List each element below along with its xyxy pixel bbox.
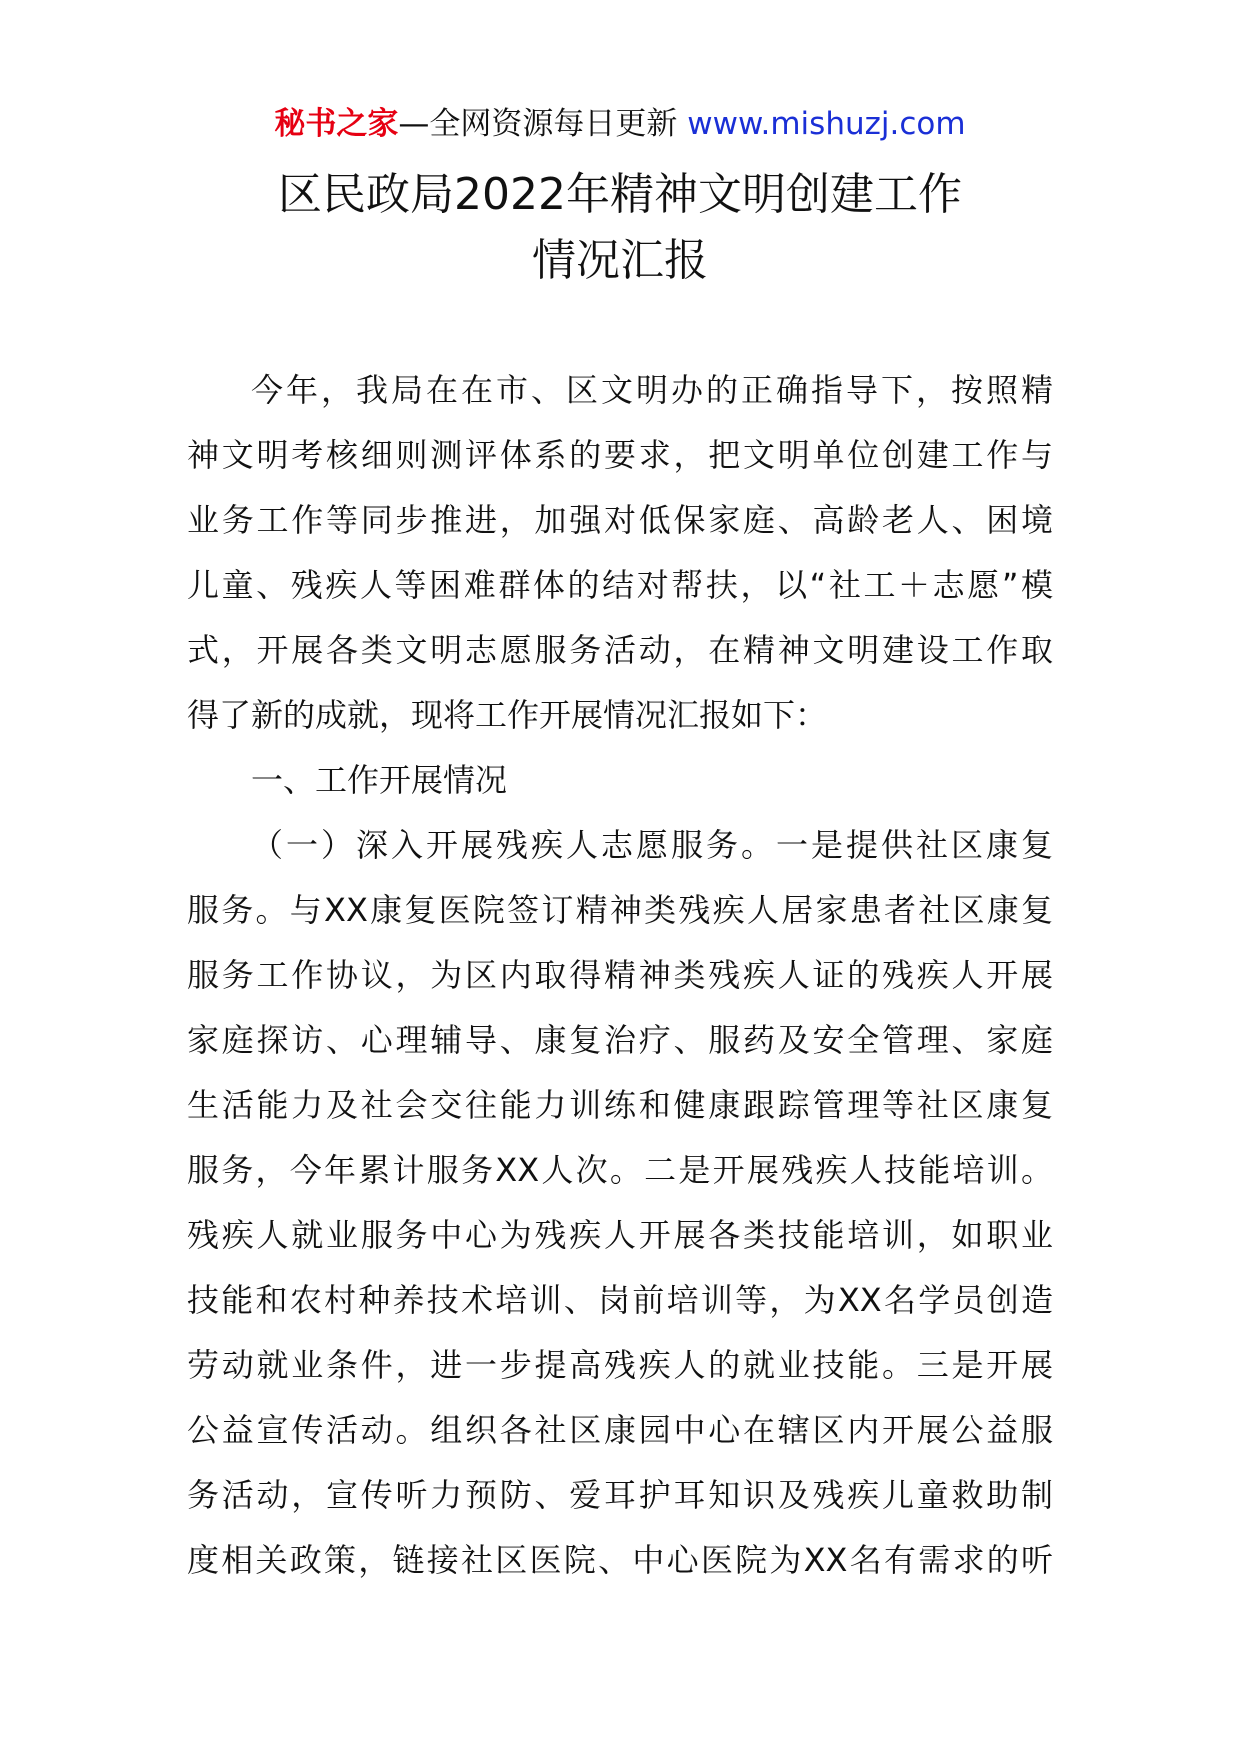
body-line: 服务。与XX康复医院签订精神类残疾人居家患者社区康复 <box>187 891 1053 929</box>
header-url[interactable]: www.mishuzj.com <box>687 106 966 142</box>
body-line: 务活动，宣传听力预防、爱耳护耳知识及残疾儿童救助制 <box>187 1476 1053 1514</box>
document-title <box>0 162 1240 294</box>
body-line: （一）深入开展残疾人志愿服务。一是提供社区康复 <box>251 826 1053 864</box>
body-line: 残疾人就业服务中心为残疾人开展各类技能培训，如职业 <box>187 1216 1053 1254</box>
body-line: 式，开展各类文明志愿服务活动，在精神文明建设工作取 <box>187 631 1053 669</box>
body-line: 生活能力及社会交往能力训练和健康跟踪管理等社区康复 <box>187 1086 1053 1124</box>
body-line: 劳动就业条件，进一步提高残疾人的就业技能。三是开展 <box>187 1346 1053 1384</box>
body-line: 技能和农村种养技术培训、岗前培训等，为XX名学员创造 <box>187 1281 1053 1319</box>
document-body <box>187 358 1053 1593</box>
body-line: 服务工作协议，为区内取得精神类残疾人证的残疾人开展 <box>187 956 1053 994</box>
body-line: 今年，我局在在市、区文明办的正确指导下，按照精 <box>251 371 1053 409</box>
header-tagline: —全网资源每日更新 <box>398 106 688 142</box>
body-line: 公益宣传活动。组织各社区康园中心在辖区内开展公益服 <box>187 1411 1053 1449</box>
body-line: 得了新的成就，现将工作开展情况汇报如下： <box>187 696 828 734</box>
watermark-header <box>0 104 1240 144</box>
body-line: 服务，今年累计服务XX人次。二是开展残疾人技能培训。 <box>187 1151 1053 1189</box>
body-line: 家庭探访、心理辅导、康复治疗、服药及安全管理、家庭 <box>187 1021 1053 1059</box>
body-line: 业务工作等同步推进，加强对低保家庭、高龄老人、困境 <box>187 501 1053 539</box>
section-heading: 一、工作开展情况 <box>251 761 508 799</box>
brand-name: 秘书之家 <box>274 106 399 142</box>
title-line-1: 区民政局2022年精神文明创建工作 <box>278 169 962 220</box>
body-line: 神文明考核细则测评体系的要求，把文明单位创建工作与 <box>187 436 1053 474</box>
body-line: 儿童、残疾人等困难群体的结对帮扶，以“社工＋志愿”模 <box>187 566 1053 604</box>
title-line-2: 情况汇报 <box>532 235 708 286</box>
body-line: 度相关政策，链接社区医院、中心医院为XX名有需求的听 <box>187 1541 1053 1579</box>
